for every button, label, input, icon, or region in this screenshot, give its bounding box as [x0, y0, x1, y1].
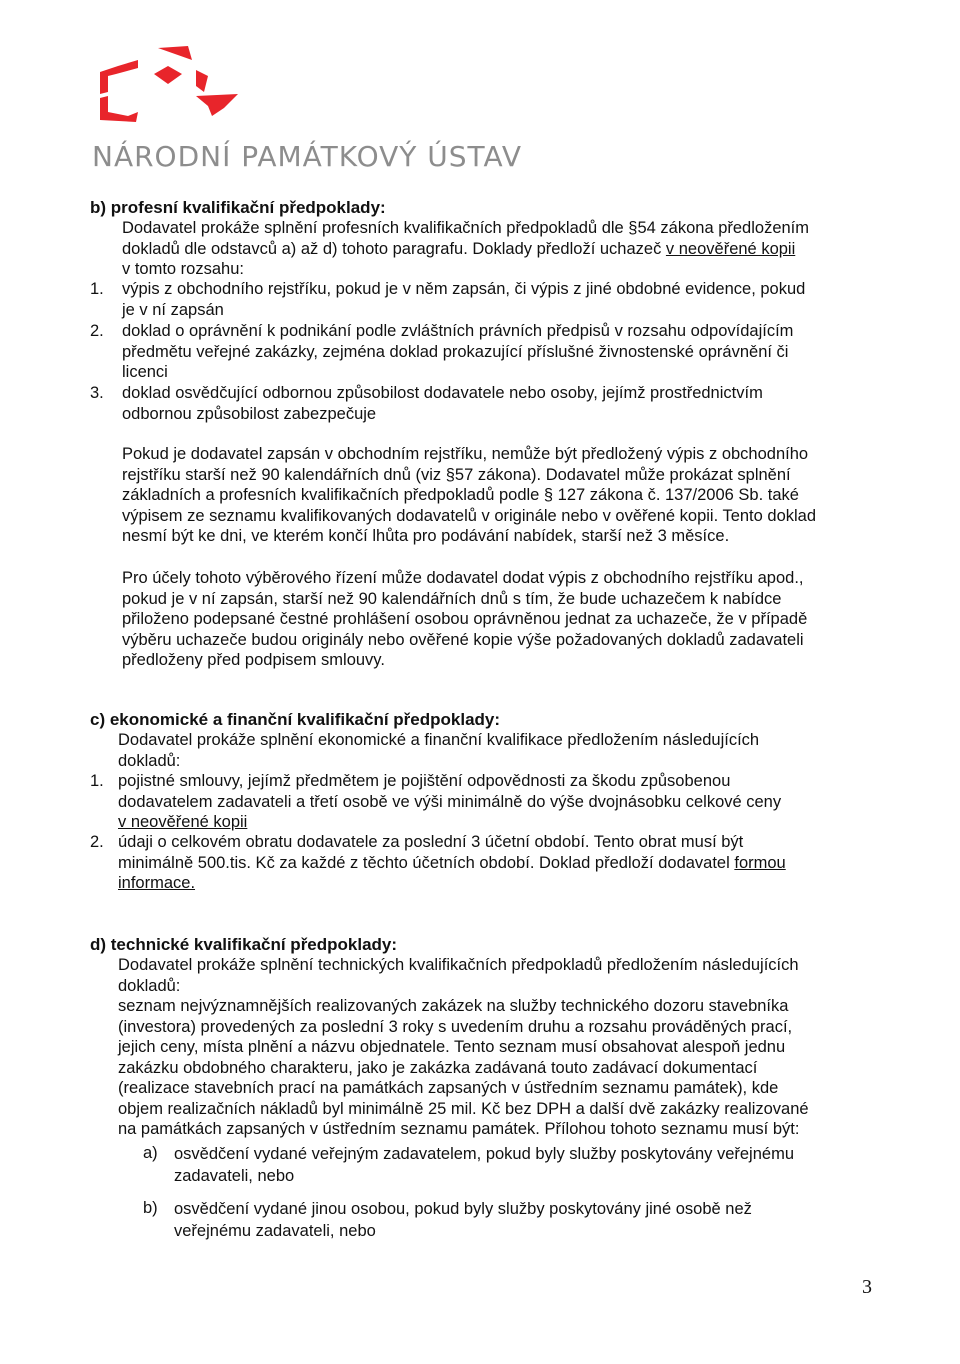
section-d-heading: d) technické kvalifikační předpoklady:: [90, 935, 398, 954]
text-line: licenci: [122, 363, 168, 381]
text-line: pokud je v ní zapsán, starší než 90 kalendářních dnů s tím, že bude uchazečem k nabídce: [122, 589, 782, 608]
text-line: osvědčení vydané jinou osobou, pokud byly služby poskytovány jiné osobě než: [174, 1200, 752, 1218]
text-line: základních a profesních kvalifikačních předpokladů podle § 127 zákona č. 137/2006 Sb. také: [122, 486, 799, 504]
text-line: [118, 853, 878, 874]
text-line: Dodavatel prokáže splnění ekonomické a finanční kvalifikace předložením následujících: [118, 731, 760, 749]
text-line: dokladů:: [118, 976, 181, 995]
text-line: nesmí být ke dni, ve kterém končí lhůta pro podávání nabídek, starší než 3 měsíce.: [122, 527, 730, 545]
list-item: [122, 383, 878, 424]
list-number: 2.: [90, 833, 104, 851]
text-line: Pro účely tohoto výběrového řízení může dodavatel dodat výpis z obchodního rejstříku apod.,: [122, 569, 804, 587]
text-line: Dodavatel prokáže splnění technických kvalifikačních předpokladů předložením následujících: [118, 956, 799, 974]
text-line: přiloženo podepsané čestné prohlášení osobou oprávněnou jednat za uchazeče, že v případě: [122, 610, 808, 628]
list-number: 3.: [90, 384, 104, 402]
text-line: předloženy před podpisem smlouvy.: [122, 651, 385, 669]
list-item: [122, 321, 878, 383]
list-item: [118, 832, 878, 894]
text-span: minimálně 500.tis. Kč za každé z těchto účetních období. Doklad předloží dodavatel: [118, 853, 730, 872]
text-line: osvědčení vydané veřejným zadavatelem, pokud byly služby poskytovány veřejnému: [174, 1145, 794, 1163]
npu-logo-icon: [92, 36, 252, 136]
text-line: Dodavatel prokáže splnění profesních kvalifikačních předpokladů dle §54 zákona předložením: [122, 219, 810, 237]
sub-item-label: b): [143, 1199, 158, 1217]
underlined-text: v neověřené kopii: [118, 813, 248, 831]
text-line: předmětu veřejné zakázky, zejména doklad prokazující příslušné živnostenské oprávnění či: [122, 342, 789, 361]
list-item: [122, 279, 878, 320]
text-line: odbornou způsobilost zabezpečuje: [122, 404, 377, 423]
section-c-heading: c) ekonomické a finanční kvalifikační předpoklady:: [90, 710, 501, 729]
section-b-paragraph-1: [122, 444, 878, 547]
text-line: dokladů:: [118, 751, 181, 770]
text-line: pojistné smlouvy, jejímž předmětem je pojištění odpovědnosti za škodu způsobenou: [118, 772, 731, 790]
list-number: 1.: [90, 280, 104, 298]
text-line: veřejnému zadavateli, nebo: [174, 1222, 376, 1240]
text-line: výpis z obchodního rejstříku, pokud je v něm zapsán, či výpis z jiné obdobné evidence, pokud: [122, 280, 806, 298]
underlined-text: informace.: [118, 874, 196, 892]
section-d-intro: [118, 955, 878, 996]
text-line: seznam nejvýznamnějších realizovaných zakázek na služby technického dozoru stavebníka: [118, 997, 789, 1015]
text-line: [122, 239, 878, 260]
section-b-paragraph-2: [122, 568, 878, 671]
section-c-intro: [118, 730, 878, 771]
underlined-text: v neověřené kopii: [665, 239, 796, 258]
text-line: výpisem ze seznamu kvalifikovaných dodavatelů v originále nebo v ověřené kopii. Tento doklad: [122, 506, 817, 525]
text-line: údaji o celkovém obratu dodavatele za poslední 3 účetní období. Tento obrat musí být: [118, 833, 744, 851]
text-line: dodavatelem zadavateli a třetí osobě ve výši minimálně do výše dvojnásobku celkové ceny: [118, 792, 782, 811]
text-line: zakázku obdobného charakteru, jako je zakázka zadávaná touto zadávací dokumentací: [118, 1058, 758, 1077]
text-line: zadavateli, nebo: [174, 1167, 295, 1185]
section-b-heading: b) profesní kvalifikační předpoklady:: [90, 198, 386, 217]
sub-item: [174, 1198, 874, 1242]
text-line: doklad o oprávnění k podnikání podle zvláštních právních předpisů v rozsahu odpovídajícím: [122, 322, 794, 340]
page-number: 3: [862, 1276, 872, 1298]
text-line: je v ní zapsán: [122, 300, 224, 319]
text-span: dokladů dle odstavců a) až d) tohoto paragrafu. Doklady předloží uchazeč: [122, 239, 662, 258]
sub-item: [174, 1143, 874, 1187]
section-b-intro: [122, 218, 878, 280]
text-line: v tomto rozsahu:: [122, 260, 244, 278]
text-line: na památkách zapsaných v ústředním seznamu památek. Přílohou tohoto seznamu musí být:: [118, 1120, 800, 1138]
text-line: rejstříku starší než 90 kalendářních dnů (viz §57 zákona). Dodavatel může prokázat splnění: [122, 465, 791, 484]
text-line: výběru uchazeče budou originály nebo ověřené kopie výše požadovaných dokladů zadavateli: [122, 630, 804, 649]
list-item: [118, 771, 878, 833]
list-number: 1.: [90, 772, 104, 790]
list-number: 2.: [90, 322, 104, 340]
text-line: (investora) provedených za poslední 3 roky s uvedením druhu a rozsahu prováděných prací,: [118, 1017, 793, 1036]
section-d-body: [118, 996, 878, 1140]
text-line: doklad osvědčující odbornou způsobilost dodavatele nebo osoby, jejímž prostřednictvím: [122, 384, 763, 402]
sub-item-label: a): [143, 1144, 158, 1162]
text-line: jejich ceny, místa plnění a názvu objednatele. Tento seznam musí obsahovat alespoň jednu: [118, 1038, 786, 1056]
text-line: Pokud je dodavatel zapsán v obchodním rejstříku, nemůže být předložený výpis z obchodního: [122, 445, 809, 463]
text-line: (realizace stavebních prací na památkách zapsaných v ústředním seznamu památek), kde: [118, 1079, 779, 1097]
institution-name: NÁRODNÍ PAMÁTKOVÝ ÚSTAV: [92, 140, 522, 173]
underlined-text: formou: [734, 853, 786, 872]
text-line: objem realizačních nákladů byl minimálně 25 mil. Kč bez DPH a další dvě zakázky realizované: [118, 1099, 809, 1118]
